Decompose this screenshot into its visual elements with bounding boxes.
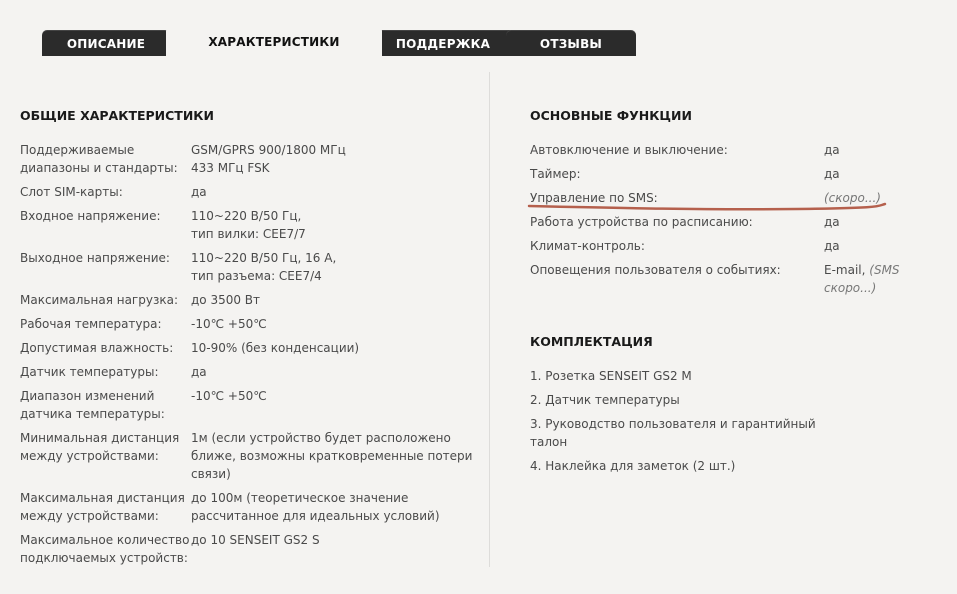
spec-label: Поддерживаемые диапазоны и стандарты: bbox=[20, 143, 178, 175]
function-value: да bbox=[824, 239, 840, 253]
list-item: 4. Наклейка для заметок (2 шт.) bbox=[530, 459, 736, 473]
tab-bar bbox=[38, 26, 603, 56]
spec-value: да bbox=[191, 185, 207, 199]
spec-label: Максимальное количество подключаемых устройств: bbox=[20, 533, 190, 565]
function-label: Оповещения пользователя о событиях: bbox=[530, 263, 781, 277]
spec-value: до 3500 Вт bbox=[191, 293, 261, 307]
kit-title: КОМПЛЕКТАЦИЯ bbox=[530, 334, 653, 349]
spec-value: до 10 SENSEIT GS2 S bbox=[191, 533, 320, 547]
spec-label: Датчик температуры: bbox=[20, 365, 159, 379]
function-value: (скоро...) bbox=[824, 191, 881, 205]
function-label: Управление по SMS: bbox=[530, 191, 658, 205]
spec-value: GSM/GPRS 900/1800 МГц 433 МГц FSK bbox=[191, 143, 346, 175]
functions-title: ОСНОВНЫЕ ФУНКЦИИ bbox=[530, 108, 692, 123]
function-label: Климат-контроль: bbox=[530, 239, 645, 253]
spec-value: -10℃ +50℃ bbox=[191, 317, 267, 331]
tab-specifications[interactable]: ХАРАКТЕРИСТИКИ bbox=[166, 26, 382, 56]
spec-label: Минимальная дистанция между устройствами: bbox=[20, 431, 180, 463]
sms-underline-annotation bbox=[527, 201, 887, 211]
spec-value: 110~220 В/50 Гц, тип вилки: CEE7/7 bbox=[191, 209, 306, 241]
spec-label: Рабочая температура: bbox=[20, 317, 162, 331]
column-divider bbox=[489, 72, 490, 567]
spec-value: 110~220 В/50 Гц, 16 А, тип разъема: CEE7/4 bbox=[191, 251, 337, 283]
tab-support[interactable]: ПОДДЕРЖКА bbox=[372, 30, 514, 56]
function-value: E-mail, (SMS скоро...) bbox=[824, 263, 900, 295]
function-value: да bbox=[824, 215, 840, 229]
spec-label: Выходное напряжение: bbox=[20, 251, 170, 265]
function-value: да bbox=[824, 143, 840, 157]
spec-value: до 100м (теоретическое значение рассчитанное для идеальных условий) bbox=[191, 491, 440, 523]
spec-label: Максимальная дистанция между устройствами: bbox=[20, 491, 185, 523]
spec-label: Диапазон изменений датчика температуры: bbox=[20, 389, 165, 421]
function-label: Работа устройства по расписанию: bbox=[530, 215, 753, 229]
spec-label: Слот SIM-карты: bbox=[20, 185, 123, 199]
function-label: Автовключение и выключение: bbox=[530, 143, 728, 157]
spec-label: Допустимая влажность: bbox=[20, 341, 174, 355]
tab-reviews[interactable]: ОТЗЫВЫ bbox=[506, 30, 636, 56]
spec-label: Максимальная нагрузка: bbox=[20, 293, 178, 307]
general-specs-title: ОБЩИЕ ХАРАКТЕРИСТИКИ bbox=[20, 108, 214, 123]
spec-value: -10℃ +50℃ bbox=[191, 389, 267, 403]
spec-value: 1м (если устройство будет расположено ближе, возможны кратковременные потери связи) bbox=[191, 431, 473, 481]
list-item: 2. Датчик температуры bbox=[530, 393, 680, 407]
spec-value: 10-90% (без конденсации) bbox=[191, 341, 360, 355]
list-item: 3. Руководство пользователя и гарантийный талон bbox=[530, 417, 816, 449]
function-label: Таймер: bbox=[530, 167, 581, 181]
spec-value: да bbox=[191, 365, 207, 379]
function-value: да bbox=[824, 167, 840, 181]
spec-label: Входное напряжение: bbox=[20, 209, 161, 223]
tab-description[interactable]: ОПИСАНИЕ bbox=[42, 30, 170, 56]
list-item: 1. Розетка SENSEIT GS2 M bbox=[530, 369, 692, 383]
